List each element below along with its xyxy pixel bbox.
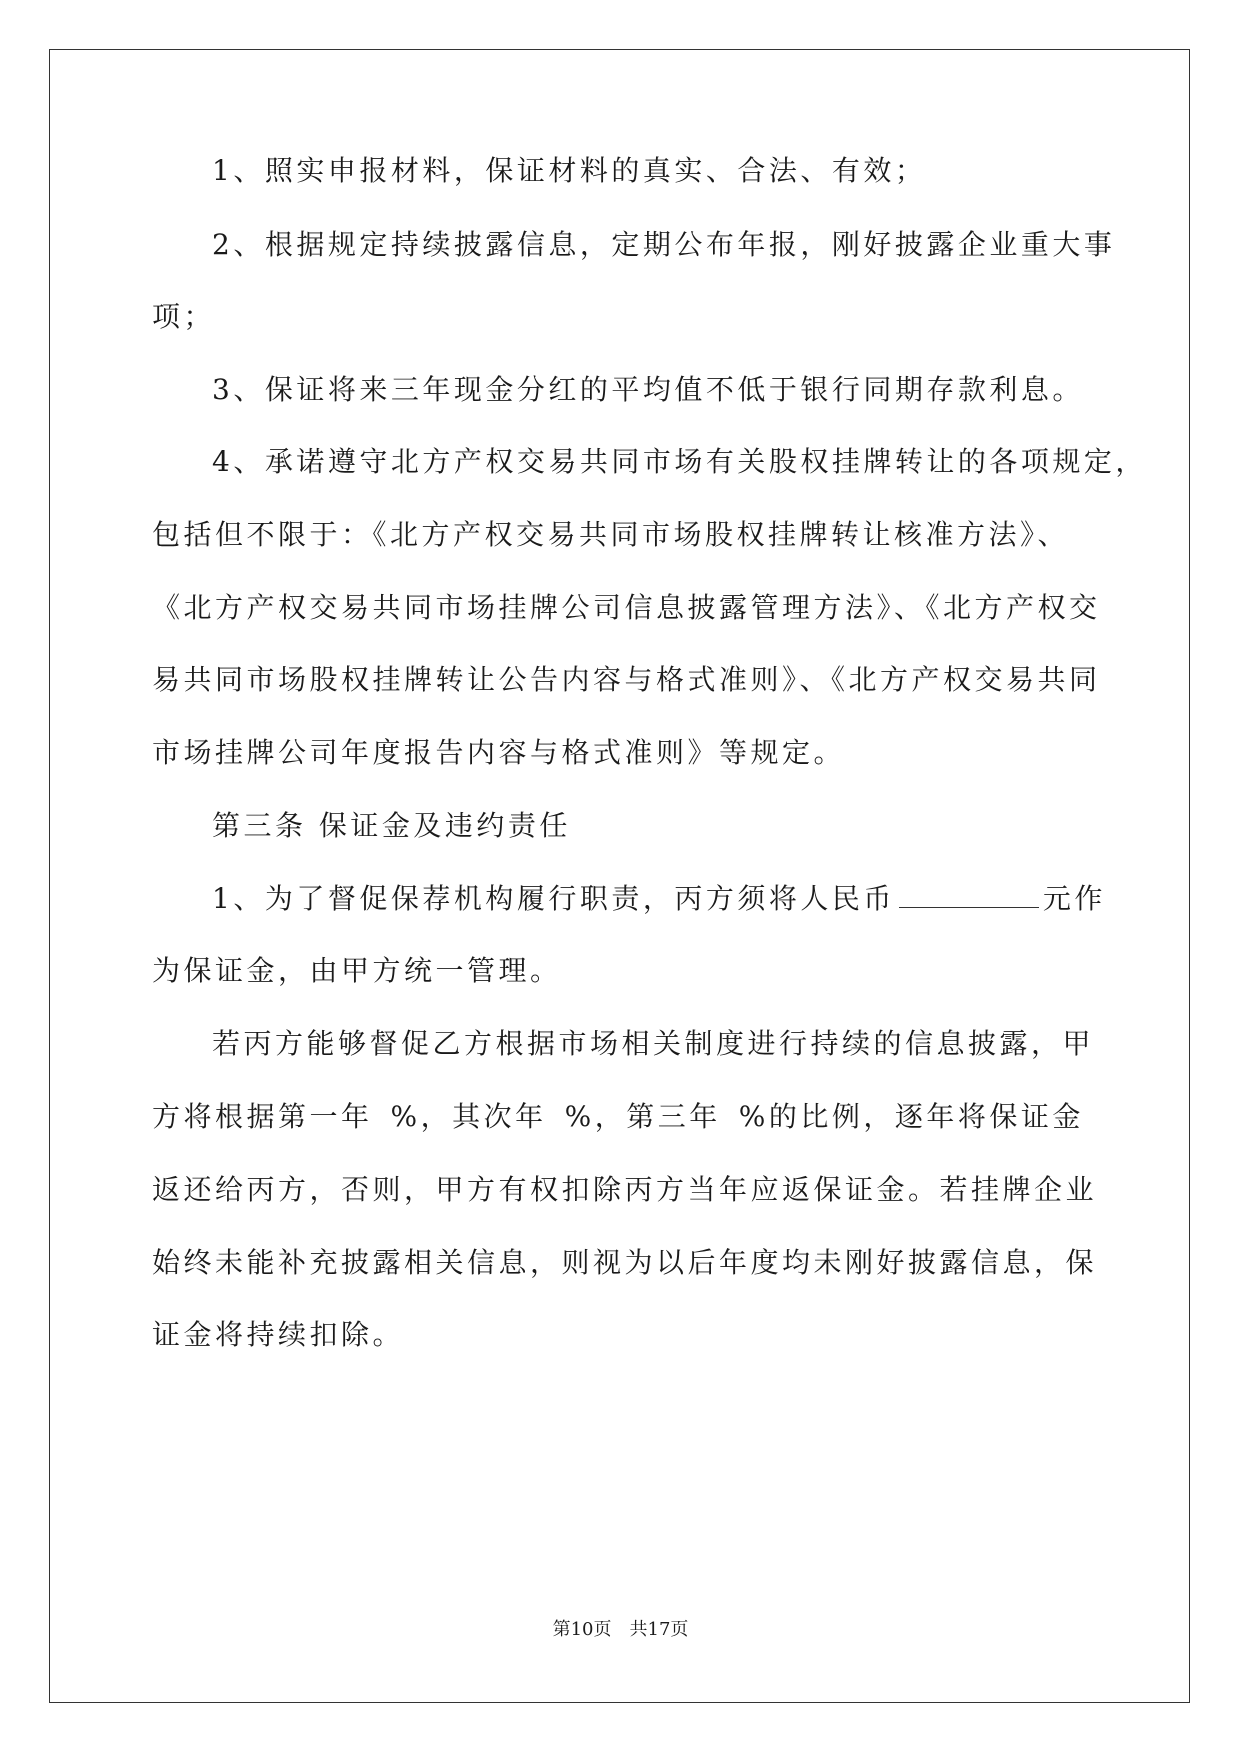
deposit-clause-line bbox=[212, 879, 1152, 919]
paragraph-line-15: 返还给丙方，否则，甲方有权扣除丙方当年应返保证金。若挂牌企业 bbox=[152, 1173, 1098, 1206]
paragraph-line-12: 为保证金，由甲方统一管理。 bbox=[152, 954, 562, 987]
refund-text-3: %，第三年 bbox=[564, 1100, 721, 1133]
paragraph-line-4: 3、保证将来三年现金分红的平均值不低于银行同期存款利息。 bbox=[212, 373, 1084, 406]
paragraph-line-8: 易共同市场股权挂牌转让公告内容与格式准则》、《北方产权交易共同 bbox=[152, 663, 1101, 696]
refund-text-1: 方将根据第一年 bbox=[152, 1100, 373, 1133]
refund-schedule-line bbox=[152, 1097, 1092, 1137]
paragraph-line-13: 若丙方能够督促乙方根据市场相关制度进行持续的信息披露，甲 bbox=[212, 1027, 1095, 1060]
amount-blank bbox=[899, 879, 1039, 908]
paragraph-line-16: 始终未能补充披露相关信息，则视为以后年度均未刚好披露信息，保 bbox=[152, 1246, 1098, 1279]
paragraph-line-6: 包括但不限于：《北方产权交易共同市场股权挂牌转让核准方法》、 bbox=[152, 518, 1070, 551]
paragraph-line-5: 4、承诺遵守北方产权交易共同市场有关股权挂牌转让的各项规定， bbox=[212, 445, 1147, 478]
paragraph-line-2: 2、根据规定持续披露信息，定期公布年报，刚好披露企业重大事 bbox=[212, 228, 1116, 261]
deposit-clause-text: 1、为了督促保荐机构履行职责，丙方须将人民币 bbox=[212, 882, 895, 915]
paragraph-line-3: 项； bbox=[152, 300, 216, 333]
paragraph-line-17: 证金将持续扣除。 bbox=[152, 1318, 405, 1351]
page-number: 第10页 bbox=[552, 1619, 612, 1640]
paragraph-line-9: 市场挂牌公司年度报告内容与格式准则》等规定。 bbox=[152, 736, 846, 769]
section-heading: 第三条 保证金及违约责任 bbox=[212, 809, 571, 842]
paragraph-line-7: 《北方产权交易共同市场挂牌公司信息披露管理方法》、《北方产权交 bbox=[152, 591, 1101, 624]
page-footer bbox=[0, 1618, 1241, 1642]
refund-text-2: %，其次年 bbox=[390, 1100, 547, 1133]
deposit-clause-tail: 元作 bbox=[1042, 882, 1106, 915]
refund-text-4: %的比例，逐年将保证金 bbox=[738, 1100, 1084, 1133]
page-total: 共17页 bbox=[629, 1619, 689, 1640]
paragraph-line-1: 1、照实申报材料，保证材料的真实、合法、有效； bbox=[212, 154, 927, 187]
